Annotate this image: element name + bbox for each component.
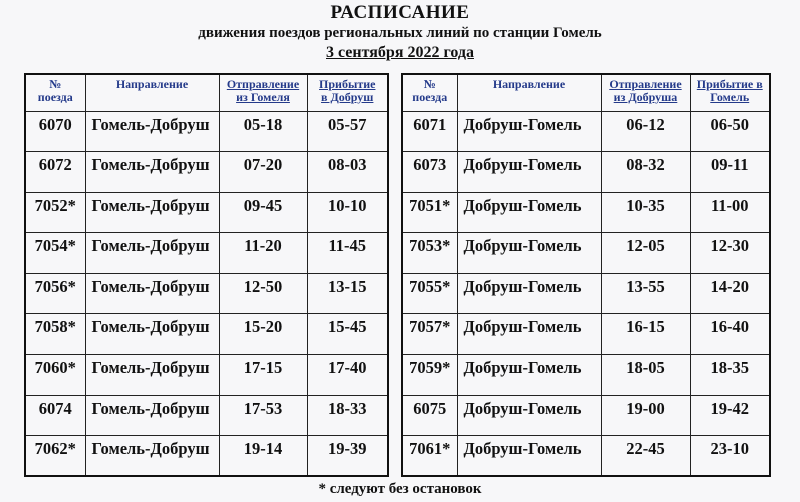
table-row <box>25 192 388 233</box>
table-row <box>25 273 388 314</box>
schedule-date <box>0 44 800 62</box>
train-number-cell: 6073 <box>402 152 457 193</box>
table-row <box>402 192 770 233</box>
train-number-cell: 7057* <box>402 314 457 355</box>
direction-cell: Гомель-Добруш <box>85 152 219 193</box>
gomel-dobrush-table <box>24 73 389 477</box>
arrival-time-cell: 17-40 <box>307 355 388 396</box>
col-header-arrival <box>690 74 770 111</box>
schedule-date-text: 3 сентября 2022 года <box>326 44 474 61</box>
table-row <box>402 395 770 436</box>
train-number-cell: 6075 <box>402 395 457 436</box>
departure-time-cell: 10-35 <box>601 192 690 233</box>
page-subtitle: движения поездов региональных линий по станции Гомель <box>198 25 602 41</box>
departure-time-cell: 05-18 <box>219 111 307 152</box>
direction-cell: Гомель-Добруш <box>85 355 219 396</box>
table-row <box>25 233 388 274</box>
arrival-time-cell: 13-15 <box>307 273 388 314</box>
table-header-row <box>402 74 770 111</box>
departure-time-cell: 19-14 <box>219 436 307 477</box>
arrival-time-cell: 19-39 <box>307 436 388 477</box>
col-header-number-line1: № <box>49 77 62 91</box>
departure-time-cell: 06-12 <box>601 111 690 152</box>
train-number-cell: 6070 <box>25 111 85 152</box>
train-number-cell: 7051* <box>402 192 457 233</box>
departure-time-cell: 08-32 <box>601 152 690 193</box>
table-row <box>25 355 388 396</box>
direction-cell: Гомель-Добруш <box>85 273 219 314</box>
col-header-arrival-line1: Прибытие в <box>696 77 763 91</box>
table-row <box>402 314 770 355</box>
arrival-time-cell: 08-03 <box>307 152 388 193</box>
arrival-time-cell: 18-35 <box>690 355 770 396</box>
train-number-cell: 7052* <box>25 192 85 233</box>
departure-time-cell: 11-20 <box>219 233 307 274</box>
direction-cell: Добруш-Гомель <box>457 152 601 193</box>
direction-cell: Гомель-Добруш <box>85 192 219 233</box>
departure-time-cell: 19-00 <box>601 395 690 436</box>
train-number-cell: 7055* <box>402 273 457 314</box>
train-number-cell: 7061* <box>402 436 457 477</box>
col-header-departure-line1: Отправление <box>609 77 682 91</box>
table-row <box>25 436 388 477</box>
departure-time-cell: 16-15 <box>601 314 690 355</box>
direction-cell: Добруш-Гомель <box>457 314 601 355</box>
col-header-departure <box>601 74 690 111</box>
train-number-cell: 6072 <box>25 152 85 193</box>
direction-cell: Гомель-Добруш <box>85 436 219 477</box>
table-row <box>402 436 770 477</box>
departure-time-cell: 15-20 <box>219 314 307 355</box>
departure-time-cell: 17-15 <box>219 355 307 396</box>
table-row <box>25 152 388 193</box>
train-number-cell: 7060* <box>25 355 85 396</box>
col-header-departure-line1: Отправление <box>226 77 300 91</box>
arrival-time-cell: 14-20 <box>690 273 770 314</box>
table-header-row <box>25 74 388 111</box>
train-number-cell: 7062* <box>25 436 85 477</box>
direction-cell: Добруш-Гомель <box>457 273 601 314</box>
arrival-time-cell: 23-10 <box>690 436 770 477</box>
train-number-cell: 7054* <box>25 233 85 274</box>
arrival-time-cell: 11-00 <box>690 192 770 233</box>
col-header-departure-line2: из Гомеля <box>236 90 290 104</box>
direction-cell: Добруш-Гомель <box>457 111 601 152</box>
arrival-time-cell: 19-42 <box>690 395 770 436</box>
departure-time-cell: 07-20 <box>219 152 307 193</box>
direction-cell: Добруш-Гомель <box>457 395 601 436</box>
arrival-time-cell: 16-40 <box>690 314 770 355</box>
col-header-departure-line2: из Добруша <box>613 90 678 104</box>
departure-time-cell: 12-50 <box>219 273 307 314</box>
footnote: * следуют без остановок <box>318 481 482 497</box>
train-number-cell: 7053* <box>402 233 457 274</box>
table-row <box>402 355 770 396</box>
dobrush-gomel-rows <box>402 111 770 476</box>
departure-time-cell: 17-53 <box>219 395 307 436</box>
train-number-cell: 7059* <box>402 355 457 396</box>
table-row <box>402 273 770 314</box>
departure-time-cell: 22-45 <box>601 436 690 477</box>
direction-cell: Гомель-Добруш <box>85 314 219 355</box>
col-header-departure <box>219 74 307 111</box>
direction-cell: Гомель-Добруш <box>85 233 219 274</box>
col-header-arrival-line2: Гомель <box>710 90 750 104</box>
table-row <box>402 152 770 193</box>
train-number-cell: 6071 <box>402 111 457 152</box>
col-header-number <box>402 74 457 111</box>
train-number-cell: 7056* <box>25 273 85 314</box>
departure-time-cell: 18-05 <box>601 355 690 396</box>
arrival-time-cell: 05-57 <box>307 111 388 152</box>
table-row <box>402 111 770 152</box>
direction-cell: Добруш-Гомель <box>457 192 601 233</box>
col-header-direction: Направление <box>85 74 219 111</box>
train-number-cell: 7058* <box>25 314 85 355</box>
col-header-arrival-line1: Прибытие <box>319 77 376 91</box>
arrival-time-cell: 15-45 <box>307 314 388 355</box>
dobrush-gomel-table <box>401 73 771 477</box>
table-row <box>25 111 388 152</box>
arrival-time-cell: 12-30 <box>690 233 770 274</box>
departure-time-cell: 13-55 <box>601 273 690 314</box>
table-row <box>402 233 770 274</box>
arrival-time-cell: 10-10 <box>307 192 388 233</box>
arrival-time-cell: 11-45 <box>307 233 388 274</box>
col-header-number <box>25 74 85 111</box>
col-header-arrival <box>307 74 388 111</box>
col-header-arrival-line2: в Добруш <box>321 90 374 104</box>
arrival-time-cell: 09-11 <box>690 152 770 193</box>
departure-time-cell: 12-05 <box>601 233 690 274</box>
col-header-number-line2: поезда <box>412 90 448 104</box>
train-number-cell: 6074 <box>25 395 85 436</box>
table-row <box>25 395 388 436</box>
direction-cell: Гомель-Добруш <box>85 395 219 436</box>
col-header-number-line1: № <box>423 77 436 91</box>
direction-cell: Добруш-Гомель <box>457 233 601 274</box>
table-row <box>25 314 388 355</box>
arrival-time-cell: 06-50 <box>690 111 770 152</box>
col-header-number-line2: поезда <box>37 90 73 104</box>
gomel-dobrush-rows <box>25 111 388 476</box>
direction-cell: Добруш-Гомель <box>457 355 601 396</box>
page-title: РАСПИСАНИЕ <box>330 2 470 23</box>
col-header-direction: Направление <box>457 74 601 111</box>
direction-cell: Гомель-Добруш <box>85 111 219 152</box>
arrival-time-cell: 18-33 <box>307 395 388 436</box>
direction-cell: Добруш-Гомель <box>457 436 601 477</box>
departure-time-cell: 09-45 <box>219 192 307 233</box>
